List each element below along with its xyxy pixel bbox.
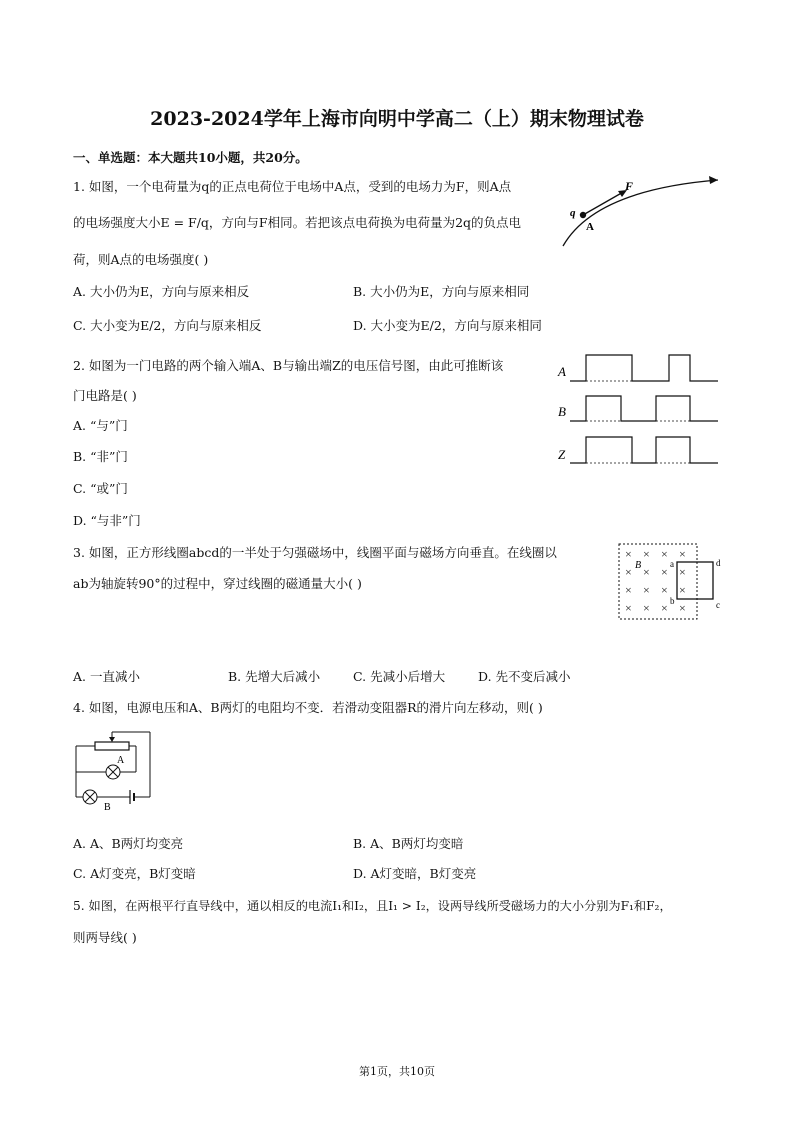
signal-A-wave <box>570 355 718 381</box>
q2-option-a: A. “与”门 <box>73 418 128 433</box>
label-A: A <box>586 221 594 233</box>
cross-mark: × <box>679 583 686 597</box>
q1-line-1: 1. 如图，一个电荷量为q的正点电荷位于电场中A点，受到的电场力为F，则A点 <box>73 179 512 194</box>
q2-option-d: D. “与非”门 <box>73 513 141 528</box>
q3-option-b: B. 先增大后减小 <box>228 669 321 684</box>
cross-mark: × <box>679 601 686 615</box>
cross-mark: × <box>661 547 668 561</box>
label-a: a <box>670 559 674 569</box>
cross-mark: × <box>643 601 650 615</box>
label-signal-B: B <box>558 404 566 419</box>
slider-arrow-icon <box>109 737 115 742</box>
q3-option-d: D. 先不变后减小 <box>478 669 571 684</box>
q2-line-1: 2. 如图为一门电路的两个输入端A、B与输出端Z的电压信号图，由此可推断该 <box>73 358 504 373</box>
cross-mark: × <box>625 547 632 561</box>
cross-mark: × <box>643 547 650 561</box>
q2-signal-figure <box>555 348 725 470</box>
section-heading: 一、单选题：本大题共10小题，共20分。 <box>73 150 308 165</box>
page-footer: 第1页，共10页 <box>359 1065 435 1078</box>
page-title: 2023-2024学年上海市向明中学高二（上）期末物理试卷 <box>150 108 644 130</box>
q4-option-a: A. A、B两灯均变亮 <box>73 836 184 851</box>
q1-line-2: 的电场强度大小E = F/q，方向与F相同。若把该点电荷换为电荷量为2q的负点电 <box>73 215 522 230</box>
q1-option-c: C. 大小变为E/2，方向与原来相反 <box>73 318 262 333</box>
cross-mark: × <box>661 565 668 579</box>
q5-line-2: 则两导线( ) <box>73 930 137 945</box>
cross-mark: × <box>625 565 632 579</box>
cross-mark: × <box>661 583 668 597</box>
label-b: b <box>670 596 675 606</box>
force-vector <box>583 191 625 215</box>
q4-circuit-figure <box>70 728 160 810</box>
label-F: F <box>625 179 634 193</box>
q4-option-c: C. A灯变亮，B灯变暗 <box>73 866 196 881</box>
q4-option-b: B. A、B两灯均变暗 <box>353 836 464 851</box>
label-q: q <box>570 207 576 219</box>
charge-dot <box>580 212 586 218</box>
signal-Z-wave <box>570 437 718 463</box>
q1-field-figure <box>555 168 730 253</box>
q2-option-c: C. “或”门 <box>73 481 128 496</box>
cross-mark: × <box>679 565 686 579</box>
q1-line-3: 荷，则A点的电场强度( ) <box>73 252 209 267</box>
cross-mark: × <box>679 547 686 561</box>
label-field-B: B <box>635 560 642 571</box>
q5-line-1: 5. 如图，在两根平行直导线中，通以相反的电流I₁和I₂，且I₁ > I₂，设两导线所受磁场力的大小分别为F₁和F₂， <box>73 899 672 913</box>
cross-mark: × <box>625 583 632 597</box>
cross-mark: × <box>643 583 650 597</box>
label-lamp-B: B <box>104 802 111 810</box>
rheostat-R <box>95 742 129 750</box>
q1-option-a: A. 大小仍为E，方向与原来相反 <box>73 284 250 299</box>
cross-mark: × <box>661 601 668 615</box>
q2-line-2: 门电路是( ) <box>73 388 137 403</box>
field-arrow-icon <box>709 176 718 184</box>
q4-line-1: 4. 如图，电源电压和A、B两灯的电阻均不变．若滑动变阻器R的滑片向左移动，则( ) <box>73 700 543 715</box>
q2-option-b: B. “非”门 <box>73 449 128 464</box>
cross-mark: × <box>625 601 632 615</box>
q4-option-d: D. A灯变暗，B灯变亮 <box>353 866 477 881</box>
q1-option-d: D. 大小变为E/2，方向与原来相同 <box>353 318 542 333</box>
label-c: c <box>716 600 720 610</box>
cross-mark: × <box>643 565 650 579</box>
signal-B-wave <box>570 396 718 421</box>
label-signal-Z: Z <box>558 447 566 462</box>
q3-option-c: C. 先减小后增大 <box>353 669 446 684</box>
q3-coil-figure <box>615 541 725 623</box>
q1-option-b: B. 大小仍为E，方向与原来相同 <box>353 284 530 299</box>
label-lamp-A: A <box>117 755 125 766</box>
label-d: d <box>716 558 721 568</box>
q3-line-2: ab为轴旋转90°的过程中，穿过线圈的磁通量大小( ) <box>73 576 362 591</box>
label-signal-A: A <box>558 364 566 379</box>
q3-line-1: 3. 如图，正方形线圈abcd的一半处于匀强磁场中，线圈平面与磁场方向垂直。在线圈以 <box>73 545 557 560</box>
q3-option-a: A. 一直减小 <box>73 669 140 684</box>
